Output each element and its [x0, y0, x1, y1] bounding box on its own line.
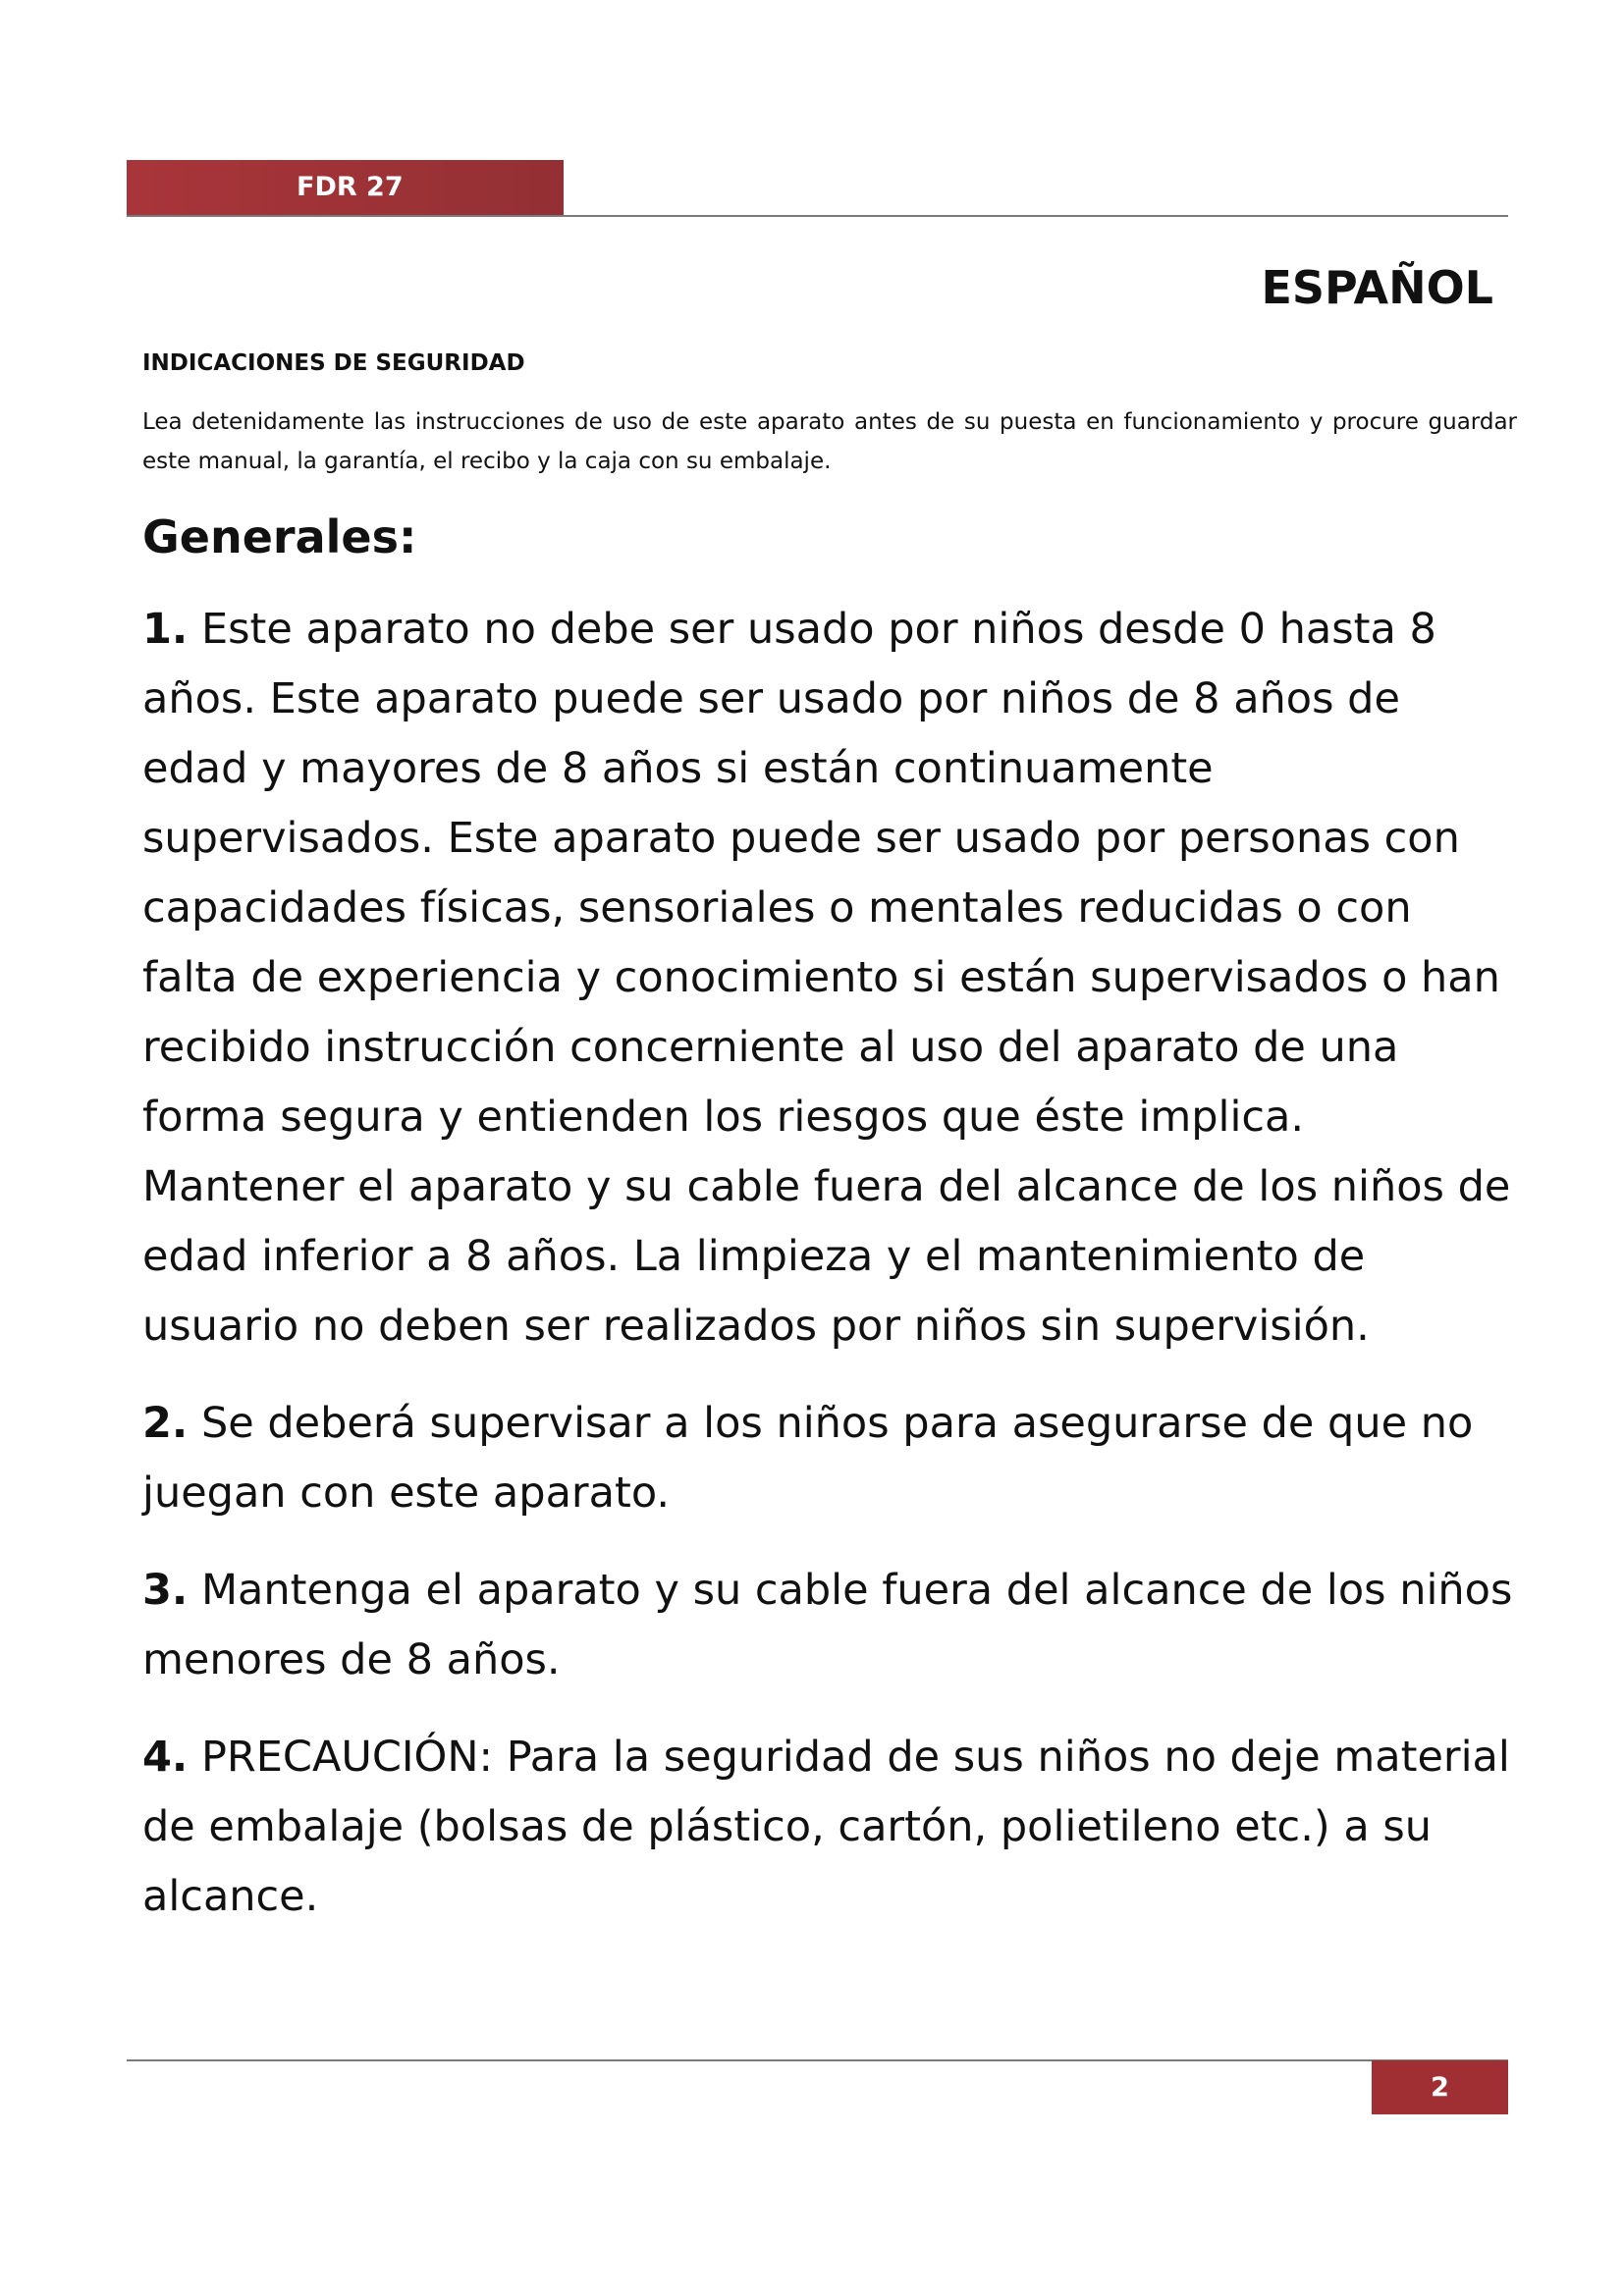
item-number: 2. [142, 1399, 189, 1448]
model-label: FDR 27 [297, 172, 404, 202]
safety-item-2 [142, 1389, 1517, 1528]
general-heading: Generales: [142, 510, 417, 563]
item-text: Este aparato no debe ser usado por niños desde 0 hasta 8 años. Este aparato puede ser usado por niños de 8 años de edad y mayores de 8 años si están continuamente supervisados. Este aparato puede ser usado por personas con capacidades físicas, sensoriales o mentales reducidas o con falta de experiencia y conocimiento si están supervisados o han recibido instrucción concerniente al uso del aparato de una forma segura y entienden los riesgos que éste implica. Mantener el aparato y su cable fuera del alcance de los niños de edad inferior a 8 años. La limpieza y el mantenimiento de usuario no deben ser realizados por niños sin supervisión. [142, 605, 1511, 1351]
safety-heading: INDICACIONES DE SEGURIDAD [142, 350, 525, 376]
item-text: Se deberá supervisar a los niños para asegurarse de que no juegan con este aparato. [142, 1399, 1474, 1518]
item-number: 1. [142, 605, 189, 654]
safety-item-4 [142, 1723, 1517, 1932]
footer-divider [127, 2059, 1508, 2061]
item-text: Mantenga el aparato y su cable fuera del alcance de los niños menores de 8 años. [142, 1566, 1513, 1684]
safety-item-1 [142, 595, 1517, 1362]
safety-intro: Lea detenidamente las instrucciones de uso de este aparato antes de su puesta en funcionamiento y procure guardar este manual, la garantía, el recibo y la caja con su embalaje. [142, 409, 1517, 474]
document-body [142, 346, 1517, 1932]
item-text: PRECAUCIÓN: Para la seguridad de sus niños no deje material de embalaje (bolsas de plástico, cartón, polietileno etc.) a su alcance. [142, 1733, 1510, 1921]
safety-item-3 [142, 1556, 1517, 1695]
header-divider [127, 215, 1508, 217]
item-number: 3. [142, 1566, 189, 1615]
page-number: 2 [1431, 2072, 1449, 2103]
page-number-badge [1372, 2060, 1508, 2114]
header-model-tab [127, 160, 564, 215]
language-title: ESPAÑOL [1261, 261, 1493, 314]
item-number: 4. [142, 1733, 189, 1782]
